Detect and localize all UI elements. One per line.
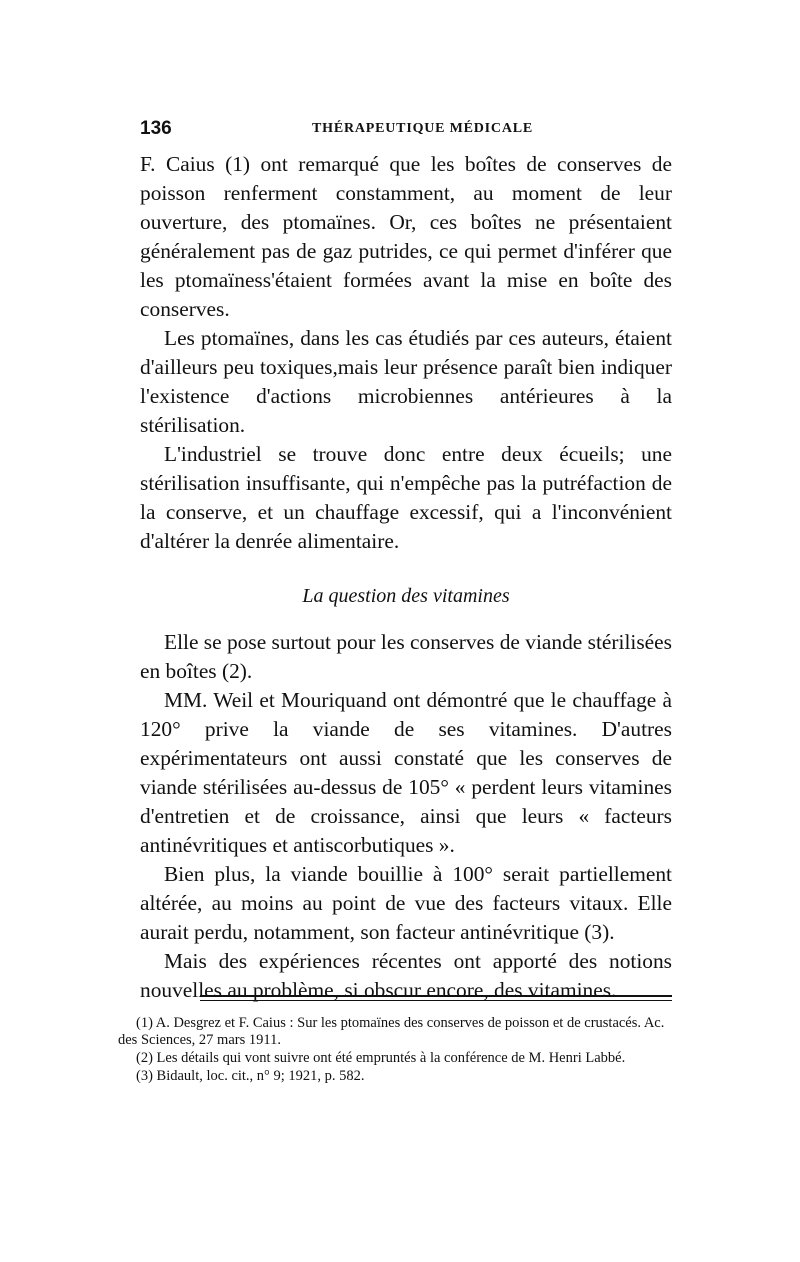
page-number: 136 [140, 118, 172, 139]
paragraph: F. Caius (1) ont remarqué que les boîtes de conserves de poisson renferment constamment, au moment de leur ouverture, des ptomaïnes. Or, ces boîtes ne présentaient généralement pas de gaz putrides, ce qui permet d'inférer que les ptomaïness'étaient formées avant la mise en boîte des conserves. [140, 152, 672, 321]
page-header [140, 118, 670, 144]
paragraph: Mais des expériences récentes ont apporté des notions nouvelles au problème, si obscur encore, des vitamines. [140, 949, 672, 1002]
paragraph: Bien plus, la viande bouillie à 100° serait partiellement altérée, au moins au point de vue des facteurs vitaux. Elle aurait perdu, notamment, son facteur antinévritique (3). [140, 862, 672, 944]
footnotes [118, 1015, 670, 1086]
running-title: THÉRAPEUTIQUE MÉDICALE [312, 121, 534, 136]
paragraph: L'industriel se trouve donc entre deux écueils; une stérilisation insuffisante, qui n'empêche pas la putréfaction de la conserve, et un chauffage excessif, qui a l'inconvénient d'altérer la denrée alimentaire. [140, 442, 672, 553]
footnote: (2) Les détails qui vont suivre ont été empruntés à la conférence de M. Henri Labbé. [136, 1050, 626, 1066]
paragraph: Les ptomaïnes, dans les cas étudiés par ces auteurs, étaient d'ailleurs peu toxiques,mais leur présence paraît bien indiquer l'existence d'actions microbiennes antérieures à la stérilisation. [140, 326, 672, 437]
footnote: (3) Bidault, loc. cit., n° 9; 1921, p. 582. [136, 1068, 365, 1084]
footnote: (1) A. Desgrez et F. Caius : Sur les ptomaïnes des conserves de poisson et de crustacés. Ac. des Sciences, 27 mars 1911. [118, 1015, 665, 1048]
body-text [140, 150, 672, 1005]
paragraph: Elle se pose surtout pour les conserves de viande stérilisées en boîtes (2). [140, 630, 672, 683]
paragraph: MM. Weil et Mouriquand ont démontré que le chauffage à 120° prive la viande de ses vitamines. D'autres expérimentateurs ont aussi constaté que les conserves de viande stérilisées au-dessus de 105° « perdent leurs vitamines d'entretien et de croissance, ainsi que leurs « facteurs antinévritiques et antiscorbutiques ». [140, 688, 672, 857]
section-title: La question des vitamines [302, 585, 510, 607]
